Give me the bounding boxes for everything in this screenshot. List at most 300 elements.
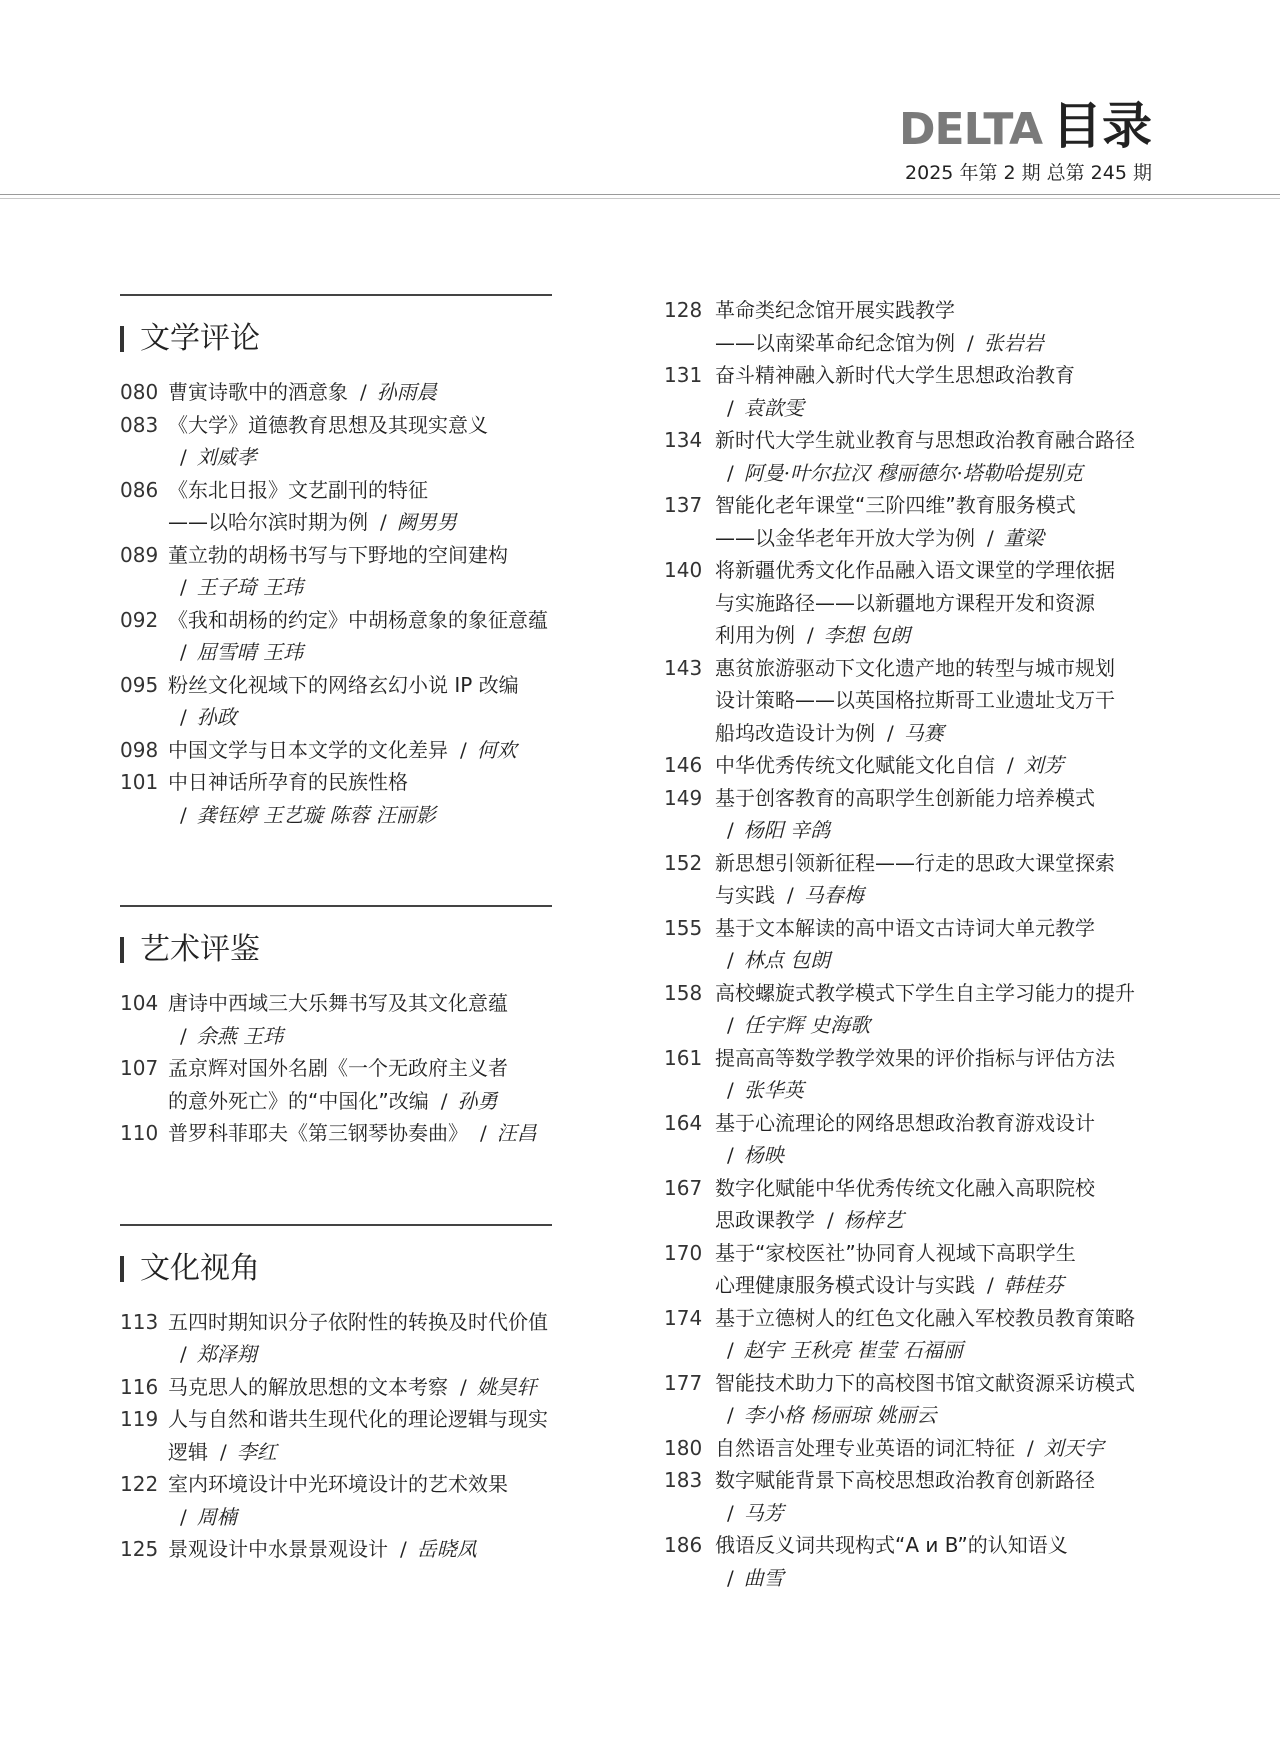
entry-body	[168, 1468, 590, 1533]
author-separator: /	[180, 802, 187, 827]
author-names: 曲雪	[743, 1565, 784, 1590]
entry-title	[168, 734, 590, 767]
author-names: 杨映	[743, 1143, 784, 1167]
toc-entry[interactable]	[120, 1306, 590, 1371]
entry-subtitle-text: ——以哈尔滨时期为例	[168, 510, 368, 534]
toc-section	[120, 1224, 590, 1566]
entry-title-line: 惠贫旅游驱动下文化遗产地的转型与城市规划	[715, 655, 1115, 680]
toc-entry[interactable]	[664, 1172, 1184, 1237]
entry-body	[168, 1371, 590, 1404]
author-separator: /	[727, 1338, 734, 1362]
toc-entry[interactable]	[120, 409, 590, 474]
entry-author	[448, 1375, 537, 1399]
toc-entry[interactable]	[664, 1367, 1184, 1432]
entry-author	[468, 1121, 537, 1145]
entry-title	[715, 359, 1184, 424]
entry-title-line: 自然语言处理专业英语的词汇特征 / 刘天宇	[715, 1435, 1104, 1460]
entry-body	[715, 749, 1184, 782]
entry-subtitle-text: ——以南梁革命纪念馆为例	[715, 330, 955, 355]
entry-author	[168, 705, 237, 729]
entry-author	[429, 1089, 498, 1113]
entry-author-line	[715, 1497, 1184, 1530]
toc-section	[120, 905, 590, 1150]
entry-author	[168, 1024, 283, 1048]
entry-title	[715, 489, 1184, 554]
author-names: 林点 包朗	[743, 948, 831, 972]
entry-body	[715, 1367, 1184, 1432]
toc-entry[interactable]	[664, 782, 1184, 847]
entry-title-line: 基于文本解读的高中语文古诗词大单元教学	[715, 915, 1095, 940]
toc-entry[interactable]	[664, 294, 1184, 359]
entry-subtitle	[715, 327, 1184, 360]
author-separator: /	[787, 883, 794, 907]
header-divider	[0, 194, 1280, 195]
entry-title	[168, 1533, 590, 1566]
entry-body	[168, 766, 590, 831]
entry-author-line	[715, 1334, 1184, 1367]
section-divider	[120, 1224, 552, 1226]
author-names: 袁歆雯	[743, 395, 804, 420]
entry-title-line: 俄语反义词共现构式“A и B”的认知语义	[715, 1533, 1068, 1557]
entry-title-line: 普罗科菲耶夫《第三钢琴协奏曲》 / 汪昌	[168, 1121, 537, 1145]
entry-title-line: 粉丝文化视域下的网络玄幻小说 IP 改编	[168, 672, 519, 697]
entry-author-line	[715, 1074, 1184, 1107]
entry-title	[168, 539, 590, 604]
entry-body	[715, 1464, 1184, 1529]
entry-page-number: 125	[120, 1537, 159, 1561]
toc-entry[interactable]	[120, 539, 590, 604]
entry-page-number: 107	[120, 1056, 159, 1080]
entry-title-line: 设计策略——以英国格拉斯哥工业遗址戈万干	[715, 688, 1115, 712]
section-title: 艺术评鉴	[140, 932, 260, 967]
entry-page-number: 098	[120, 737, 159, 762]
entry-author	[168, 1342, 257, 1366]
entry-author-line	[168, 1020, 590, 1053]
header-brand-row	[899, 96, 1152, 155]
entry-body	[715, 1529, 1184, 1594]
entry-author	[168, 803, 436, 827]
toc-entry[interactable]	[664, 912, 1184, 977]
toc-entry[interactable]	[120, 1117, 590, 1150]
entry-title-line: 《我和胡杨的约定》中胡杨意象的象征意蕴	[168, 607, 548, 632]
entry-title-line: 新思想引领新征程——行走的思政大课堂探索	[715, 850, 1115, 875]
entry-author	[715, 1013, 870, 1037]
author-names: 阙男男	[396, 510, 457, 534]
author-names: 董梁	[1003, 525, 1044, 550]
entry-page-number: 128	[664, 298, 703, 322]
entry-body	[168, 1306, 590, 1371]
entry-title	[168, 1468, 590, 1533]
entry-title-line: 数字赋能背景下高校思想政治教育创新路径	[715, 1468, 1095, 1492]
section-header	[120, 314, 590, 364]
toc-entry[interactable]	[120, 1468, 590, 1533]
entry-body	[715, 1172, 1184, 1237]
toc-entry[interactable]	[120, 1052, 590, 1117]
entry-body	[168, 1403, 590, 1468]
issue-info: 2025 年第 2 期 总第 245 期	[905, 162, 1152, 184]
entry-author	[715, 1338, 963, 1362]
toc-entry[interactable]	[664, 554, 1184, 652]
author-separator: /	[727, 1078, 734, 1102]
entry-page-number: 164	[664, 1110, 703, 1135]
toc-entry[interactable]	[664, 1464, 1184, 1529]
entry-title-line: 的意外死亡》的“中国化”改编 / 孙勇	[168, 1088, 498, 1113]
page-title: 目录	[1052, 96, 1152, 155]
section-header	[120, 1244, 590, 1294]
author-names: 杨阳 辛鸽	[743, 818, 831, 842]
entry-title-line: 数字化赋能中华优秀传统文化融入高职院校	[715, 1175, 1095, 1200]
entry-title	[715, 554, 1184, 652]
author-names: 韩桂芬	[1003, 1273, 1064, 1297]
entry-page-number: 149	[664, 785, 703, 810]
entry-author	[975, 526, 1044, 550]
toc-entry[interactable]	[120, 1371, 590, 1404]
entry-title	[715, 1367, 1184, 1432]
toc-entry[interactable]	[120, 987, 590, 1052]
author-names: 赵宇 王秋亮 崔莹 石福丽	[743, 1338, 963, 1362]
author-names: 孙勇	[457, 1088, 498, 1113]
entry-page-number: 110	[120, 1121, 159, 1145]
entry-title-line: 心理健康服务模式设计与实践 / 韩桂芬	[715, 1273, 1064, 1297]
entry-title-line: 中国文学与日本文学的文化差异 / 何欢	[168, 737, 517, 762]
author-separator: /	[180, 445, 187, 469]
entry-title	[168, 409, 590, 474]
author-names: 杨梓艺	[843, 1208, 904, 1232]
entry-title-line: 将新疆优秀文化作品融入语文课堂的学理依据	[715, 558, 1115, 582]
entry-body	[715, 424, 1184, 489]
entry-author	[815, 1208, 904, 1232]
entry-title	[168, 1052, 590, 1117]
entry-author-line	[168, 701, 590, 734]
author-separator: /	[987, 1273, 994, 1297]
entry-author	[715, 1403, 936, 1427]
entry-body	[715, 1432, 1184, 1465]
entry-title-line: 景观设计中水景景观设计 / 岳晓凤	[168, 1537, 477, 1561]
author-separator: /	[1027, 1435, 1034, 1460]
author-separator: /	[967, 330, 974, 355]
author-separator: /	[180, 640, 187, 664]
entry-author	[775, 883, 864, 907]
author-separator: /	[727, 1013, 734, 1037]
entry-body	[715, 1042, 1184, 1107]
entry-author	[715, 1566, 784, 1590]
author-separator: /	[827, 1208, 834, 1232]
entry-body	[715, 554, 1184, 652]
author-separator: /	[460, 737, 467, 762]
entry-title	[715, 1432, 1184, 1465]
entry-body	[168, 669, 590, 734]
entry-title	[715, 749, 1184, 782]
entry-author-line	[715, 1562, 1184, 1595]
author-separator: /	[1007, 753, 1014, 777]
entry-body	[715, 912, 1184, 977]
entry-author-line	[715, 1399, 1184, 1432]
author-names: 李想 包朗	[823, 623, 911, 647]
toc-entry[interactable]	[664, 749, 1184, 782]
author-names: 张华英	[743, 1078, 804, 1102]
entry-title-line: 与实践 / 马春梅	[715, 883, 864, 907]
toc-entry[interactable]	[120, 604, 590, 669]
toc-section	[120, 294, 590, 831]
entry-title-line: 奋斗精神融入新时代大学生思想政治教育	[715, 363, 1075, 387]
entry-author-line	[715, 944, 1184, 977]
toc-entry[interactable]	[664, 359, 1184, 424]
entry-author	[955, 331, 1044, 355]
entry-body	[715, 294, 1184, 359]
author-separator: /	[440, 1088, 448, 1113]
toc-entry[interactable]	[120, 669, 590, 734]
toc-entry[interactable]	[120, 474, 590, 539]
author-separator: /	[887, 720, 894, 745]
entry-title-line: 中日神话所孕育的民族性格	[168, 770, 408, 794]
toc-entry[interactable]	[664, 977, 1184, 1042]
entry-page-number: 131	[664, 363, 703, 387]
toc-entry[interactable]	[664, 1302, 1184, 1367]
author-separator: /	[727, 395, 734, 420]
entry-page-number: 161	[664, 1045, 703, 1070]
entry-title-line: 基于立德树人的红色文化融入军校教员教育策略	[715, 1305, 1135, 1330]
entry-title-line: 《大学》道德教育思想及其现实意义	[168, 412, 488, 437]
author-separator: /	[180, 1023, 187, 1048]
entry-title-line: 利用为例 / 李想 包朗	[715, 623, 911, 647]
entry-page-number: 146	[664, 753, 703, 777]
toc-entry[interactable]	[664, 847, 1184, 912]
entry-page-number: 116	[120, 1374, 159, 1399]
toc-entry[interactable]	[120, 1403, 590, 1468]
section-marker-bar	[120, 937, 124, 963]
toc-entry[interactable]	[664, 1529, 1184, 1594]
entry-page-number: 183	[664, 1468, 703, 1492]
author-separator: /	[220, 1439, 227, 1464]
toc-entry[interactable]	[664, 1042, 1184, 1107]
entry-title	[168, 1371, 590, 1404]
entry-author	[208, 1440, 277, 1464]
entry-title	[168, 1306, 590, 1371]
section-header	[120, 925, 590, 975]
author-names: 马芳	[743, 1500, 784, 1525]
toc-entry[interactable]	[664, 489, 1184, 554]
entry-author	[875, 721, 944, 745]
entry-author-line	[715, 1139, 1184, 1172]
author-names: 马赛	[903, 720, 944, 745]
author-separator: /	[380, 510, 387, 534]
entry-page-number: 170	[664, 1240, 703, 1265]
entry-body	[715, 1237, 1184, 1302]
section-divider	[120, 294, 552, 296]
author-names: 余燕 王玮	[196, 1023, 284, 1048]
entry-author-line	[168, 636, 590, 669]
entry-body	[168, 987, 590, 1052]
toc-entry[interactable]	[120, 376, 590, 409]
toc-right-column	[664, 294, 1184, 1594]
toc-entry[interactable]	[664, 1432, 1184, 1465]
entry-title-line: 革命类纪念馆开展实践教学	[715, 298, 955, 322]
author-names: 张岩岩	[983, 330, 1044, 355]
entry-author	[168, 575, 303, 599]
entry-author-line	[715, 457, 1184, 490]
author-names: 阿曼·叶尔拉汉 穆丽德尔·塔勒哈提别克	[743, 460, 1083, 485]
section-title: 文化视角	[140, 1250, 260, 1286]
entry-page-number: 083	[120, 412, 159, 437]
toc-entry[interactable]	[120, 1533, 590, 1566]
section-marker-bar	[120, 326, 124, 352]
entry-page-number: 086	[120, 477, 159, 502]
author-names: 马春梅	[803, 883, 864, 907]
entry-body	[715, 652, 1184, 750]
entry-title-line: 中华优秀传统文化赋能文化自信 / 刘芳	[715, 753, 1064, 777]
entry-title-line: 唐诗中西域三大乐舞书写及其文化意蕴	[168, 991, 508, 1015]
entry-title-line: 董立勃的胡杨书写与下野地的空间建构	[168, 542, 508, 567]
entry-page-number: 092	[120, 607, 159, 632]
author-names: 李小格 杨丽琼 姚丽云	[743, 1403, 937, 1427]
entry-title	[715, 1107, 1184, 1172]
author-separator: /	[727, 818, 734, 842]
entry-title-line: 逻辑 / 李红	[168, 1439, 277, 1464]
entry-title-line: 船坞改造设计为例 / 马赛	[715, 720, 944, 745]
entry-author	[995, 753, 1064, 777]
entry-page-number: 177	[664, 1370, 703, 1395]
entry-page-number: 143	[664, 655, 703, 680]
entry-title-line: 基于心流理论的网络思想政治教育游戏设计	[715, 1110, 1095, 1135]
entry-body	[715, 489, 1184, 554]
author-names: 何欢	[476, 737, 517, 762]
entry-title	[168, 604, 590, 669]
entry-title-line: 基于“家校医社”协同育人视域下高职学生	[715, 1240, 1076, 1265]
entry-page-number: 113	[120, 1309, 159, 1334]
entry-title	[715, 1172, 1184, 1237]
entry-title	[715, 652, 1184, 750]
entry-body	[168, 1052, 590, 1117]
entry-title-line: 智能化老年课堂“三阶四维”教育服务模式	[715, 493, 1076, 517]
entry-title	[168, 474, 590, 539]
entry-page-number: 080	[120, 380, 159, 404]
entry-title	[168, 1403, 590, 1468]
entry-author	[715, 948, 830, 972]
entry-page-number: 095	[120, 672, 159, 697]
author-names: 刘芳	[1023, 753, 1064, 777]
entry-body	[168, 604, 590, 669]
author-names: 汪昌	[496, 1121, 537, 1145]
entry-page-number: 180	[664, 1435, 703, 1460]
toc-entry[interactable]	[664, 1237, 1184, 1302]
entry-title	[168, 1117, 590, 1150]
entry-author	[715, 1501, 784, 1525]
entry-title-line: 人与自然和谐共生现代化的理论逻辑与现实	[168, 1407, 548, 1431]
toc-entry[interactable]	[664, 424, 1184, 489]
entry-author	[168, 445, 257, 469]
entry-title	[715, 782, 1184, 847]
entry-author	[448, 738, 517, 762]
entry-title	[715, 1302, 1184, 1367]
author-separator: /	[460, 1374, 467, 1399]
toc-left-column	[120, 294, 590, 1640]
author-separator: /	[400, 1537, 407, 1561]
author-names: 刘威孝	[196, 445, 257, 469]
author-names: 刘天宇	[1043, 1435, 1104, 1460]
toc-entry[interactable]	[120, 766, 590, 831]
entry-body	[715, 782, 1184, 847]
entry-title-line: 新时代大学生就业教育与思想政治教育融合路径	[715, 428, 1135, 452]
entry-title-line: 思政课教学 / 杨梓艺	[715, 1208, 904, 1232]
toc-entry[interactable]	[664, 652, 1184, 750]
author-separator: /	[727, 1403, 734, 1427]
entry-author-line	[168, 1501, 590, 1534]
entry-author	[388, 1537, 477, 1561]
entry-body	[168, 1117, 590, 1150]
entry-body	[168, 409, 590, 474]
entry-body	[715, 847, 1184, 912]
author-names: 郑泽翔	[196, 1342, 257, 1366]
entry-body	[168, 1533, 590, 1566]
author-separator: /	[360, 380, 367, 404]
entry-page-number: 155	[664, 915, 703, 940]
entry-author	[348, 380, 437, 404]
entry-page-number: 104	[120, 991, 159, 1015]
entry-author	[715, 818, 830, 842]
author-separator: /	[727, 1500, 734, 1525]
entry-title	[715, 912, 1184, 977]
entry-title-line: 基于创客教育的高职学生创新能力培养模式	[715, 785, 1095, 810]
entry-author	[795, 623, 910, 647]
entry-title	[168, 987, 590, 1052]
delta-logo: DELTA	[899, 104, 1042, 155]
entry-subtitle-text: ——以金华老年开放大学为例	[715, 525, 975, 550]
entry-page-number: 089	[120, 542, 159, 567]
entry-page-number: 158	[664, 980, 703, 1005]
entry-title	[168, 376, 590, 409]
entry-author	[715, 396, 804, 420]
author-names: 孙雨晨	[376, 380, 437, 404]
entry-author-line	[168, 1338, 590, 1371]
entry-title	[715, 424, 1184, 489]
entry-author-line	[715, 814, 1184, 847]
author-separator: /	[727, 460, 734, 485]
page-header	[0, 0, 1280, 200]
author-separator: /	[987, 525, 994, 550]
entry-page-number: 134	[664, 428, 703, 452]
toc-entry[interactable]	[120, 734, 590, 767]
author-separator: /	[480, 1121, 487, 1145]
entry-body	[715, 1302, 1184, 1367]
entry-title-line: 孟京辉对国外名剧《一个无政府主义者	[168, 1056, 508, 1080]
entry-author	[715, 1078, 804, 1102]
entry-author	[168, 640, 303, 664]
entry-page-number: 186	[664, 1533, 703, 1557]
entry-title-line: 高校螺旋式教学模式下学生自主学习能力的提升	[715, 980, 1135, 1005]
author-names: 岳晓凤	[416, 1537, 477, 1561]
author-names: 孙政	[196, 705, 237, 729]
entry-body	[168, 474, 590, 539]
entry-title	[715, 1464, 1184, 1529]
author-names: 周楠	[196, 1504, 237, 1529]
entry-page-number: 174	[664, 1305, 703, 1330]
author-separator: /	[807, 623, 814, 647]
entry-title	[715, 977, 1184, 1042]
entry-page-number: 119	[120, 1407, 159, 1431]
entry-title-line: 五四时期知识分子依附性的转换及时代价值	[168, 1309, 548, 1334]
author-names: 屈雪晴 王玮	[196, 640, 304, 664]
author-separator: /	[180, 1504, 187, 1529]
entry-body	[715, 1107, 1184, 1172]
toc-entry[interactable]	[664, 1107, 1184, 1172]
entry-author	[975, 1273, 1064, 1297]
entry-title-line: 曹寅诗歌中的酒意象 / 孙雨晨	[168, 380, 437, 404]
author-names: 姚昊轩	[476, 1374, 537, 1399]
section-marker-bar	[120, 1256, 124, 1282]
entry-author	[368, 510, 457, 534]
entry-page-number: 140	[664, 558, 703, 582]
header-divider-secondary	[0, 198, 1280, 199]
